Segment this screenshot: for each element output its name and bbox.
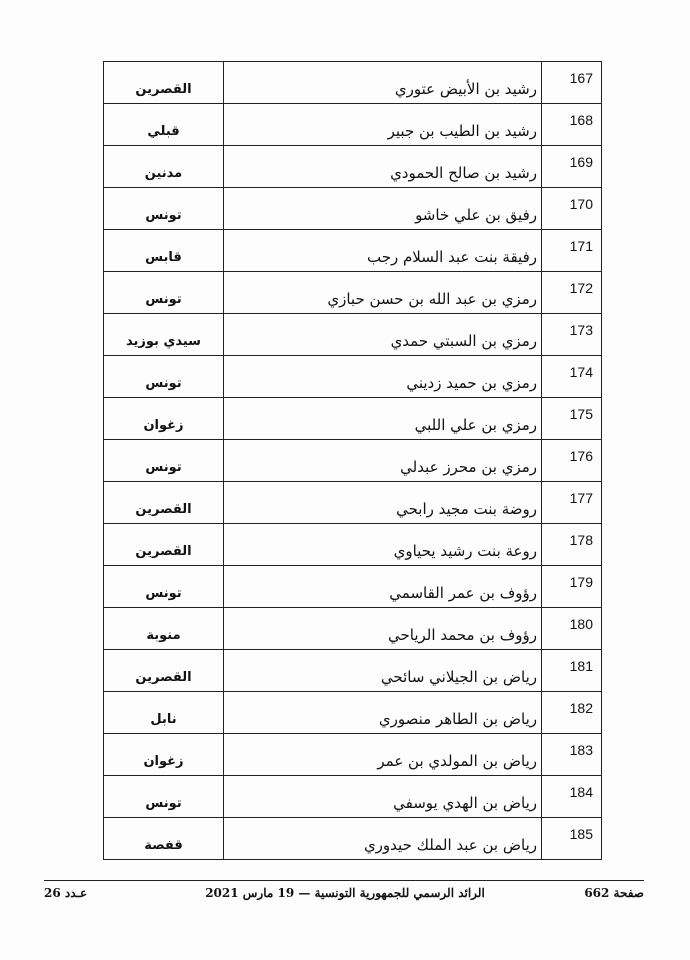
- row-number: 168: [542, 104, 602, 146]
- table-row: [104, 356, 602, 398]
- table-row: [104, 818, 602, 860]
- footer-divider: [44, 880, 644, 881]
- table-row: [104, 230, 602, 272]
- table-row: [104, 314, 602, 356]
- person-name: رمزي بن حميد زديني: [224, 356, 542, 398]
- person-name: رياض بن الطاهر منصوري: [224, 692, 542, 734]
- governorate: زغوان: [104, 398, 224, 440]
- table-row: [104, 482, 602, 524]
- person-name: رفيق بن علي خاشو: [224, 188, 542, 230]
- governorate: مدنين: [104, 146, 224, 188]
- table-row: [104, 398, 602, 440]
- governorate: القصرين: [104, 482, 224, 524]
- table-row: [104, 146, 602, 188]
- table-row: [104, 188, 602, 230]
- row-number: 176: [542, 440, 602, 482]
- governorate: القصرين: [104, 62, 224, 104]
- governorate: زغوان: [104, 734, 224, 776]
- governorate: تونس: [104, 272, 224, 314]
- person-name: رشيد بن الأبيض عتوري: [224, 62, 542, 104]
- issue-number: عـدد 26: [44, 886, 88, 900]
- person-name: رياض بن الجيلاني سائحي: [224, 650, 542, 692]
- table-row: [104, 524, 602, 566]
- governorate: القصرين: [104, 524, 224, 566]
- person-name: رفيقة بنت عبد السلام رجب: [224, 230, 542, 272]
- names-table-body: [104, 62, 602, 860]
- row-number: 167: [542, 62, 602, 104]
- names-table: [103, 61, 602, 860]
- person-name: روضة بنت مجيد رابحي: [224, 482, 542, 524]
- person-name: رؤوف بن عمر القاسمي: [224, 566, 542, 608]
- table-row: [104, 692, 602, 734]
- person-name: رمزي بن عبد الله بن حسن حبازي: [224, 272, 542, 314]
- governorate: منوبة: [104, 608, 224, 650]
- person-name: رمزي بن محرز عبدلي: [224, 440, 542, 482]
- row-number: 178: [542, 524, 602, 566]
- row-number: 179: [542, 566, 602, 608]
- governorate: القصرين: [104, 650, 224, 692]
- row-number: 181: [542, 650, 602, 692]
- table-row: [104, 608, 602, 650]
- table-row: [104, 440, 602, 482]
- row-number: 174: [542, 356, 602, 398]
- person-name: رشيد بن الطيب بن جبير: [224, 104, 542, 146]
- table-row: [104, 776, 602, 818]
- person-name: روعة بنت رشيد يحياوي: [224, 524, 542, 566]
- person-name: رياض بن المولدي بن عمر: [224, 734, 542, 776]
- person-name: رمزي بن السبتي حمدي: [224, 314, 542, 356]
- row-number: 170: [542, 188, 602, 230]
- governorate: تونس: [104, 776, 224, 818]
- table-row: [104, 566, 602, 608]
- table-row: [104, 272, 602, 314]
- row-number: 182: [542, 692, 602, 734]
- governorate: قفصة: [104, 818, 224, 860]
- governorate: قابس: [104, 230, 224, 272]
- governorate: تونس: [104, 440, 224, 482]
- person-name: رشيد بن صالح الحمودي: [224, 146, 542, 188]
- person-name: رؤوف بن محمد الرياحي: [224, 608, 542, 650]
- row-number: 173: [542, 314, 602, 356]
- governorate: سيدي بوزيد: [104, 314, 224, 356]
- person-name: رياض بن عبد الملك حيدوري: [224, 818, 542, 860]
- governorate: قبلي: [104, 104, 224, 146]
- table-row: [104, 62, 602, 104]
- governorate: تونس: [104, 356, 224, 398]
- journal-title-date: الرائد الرسمي للجمهورية التونسية — 19 مارس 2021: [205, 886, 485, 900]
- row-number: 169: [542, 146, 602, 188]
- page-number: صفحة 662: [584, 886, 644, 900]
- row-number: 185: [542, 818, 602, 860]
- table-row: [104, 650, 602, 692]
- governorate: نابل: [104, 692, 224, 734]
- row-number: 180: [542, 608, 602, 650]
- table-row: [104, 734, 602, 776]
- person-name: رمزي بن علي اللبي: [224, 398, 542, 440]
- person-name: رياض بن الهدي يوسفي: [224, 776, 542, 818]
- governorate: تونس: [104, 566, 224, 608]
- row-number: 175: [542, 398, 602, 440]
- table-row: [104, 104, 602, 146]
- row-number: 184: [542, 776, 602, 818]
- row-number: 183: [542, 734, 602, 776]
- row-number: 177: [542, 482, 602, 524]
- row-number: 171: [542, 230, 602, 272]
- row-number: 172: [542, 272, 602, 314]
- governorate: تونس: [104, 188, 224, 230]
